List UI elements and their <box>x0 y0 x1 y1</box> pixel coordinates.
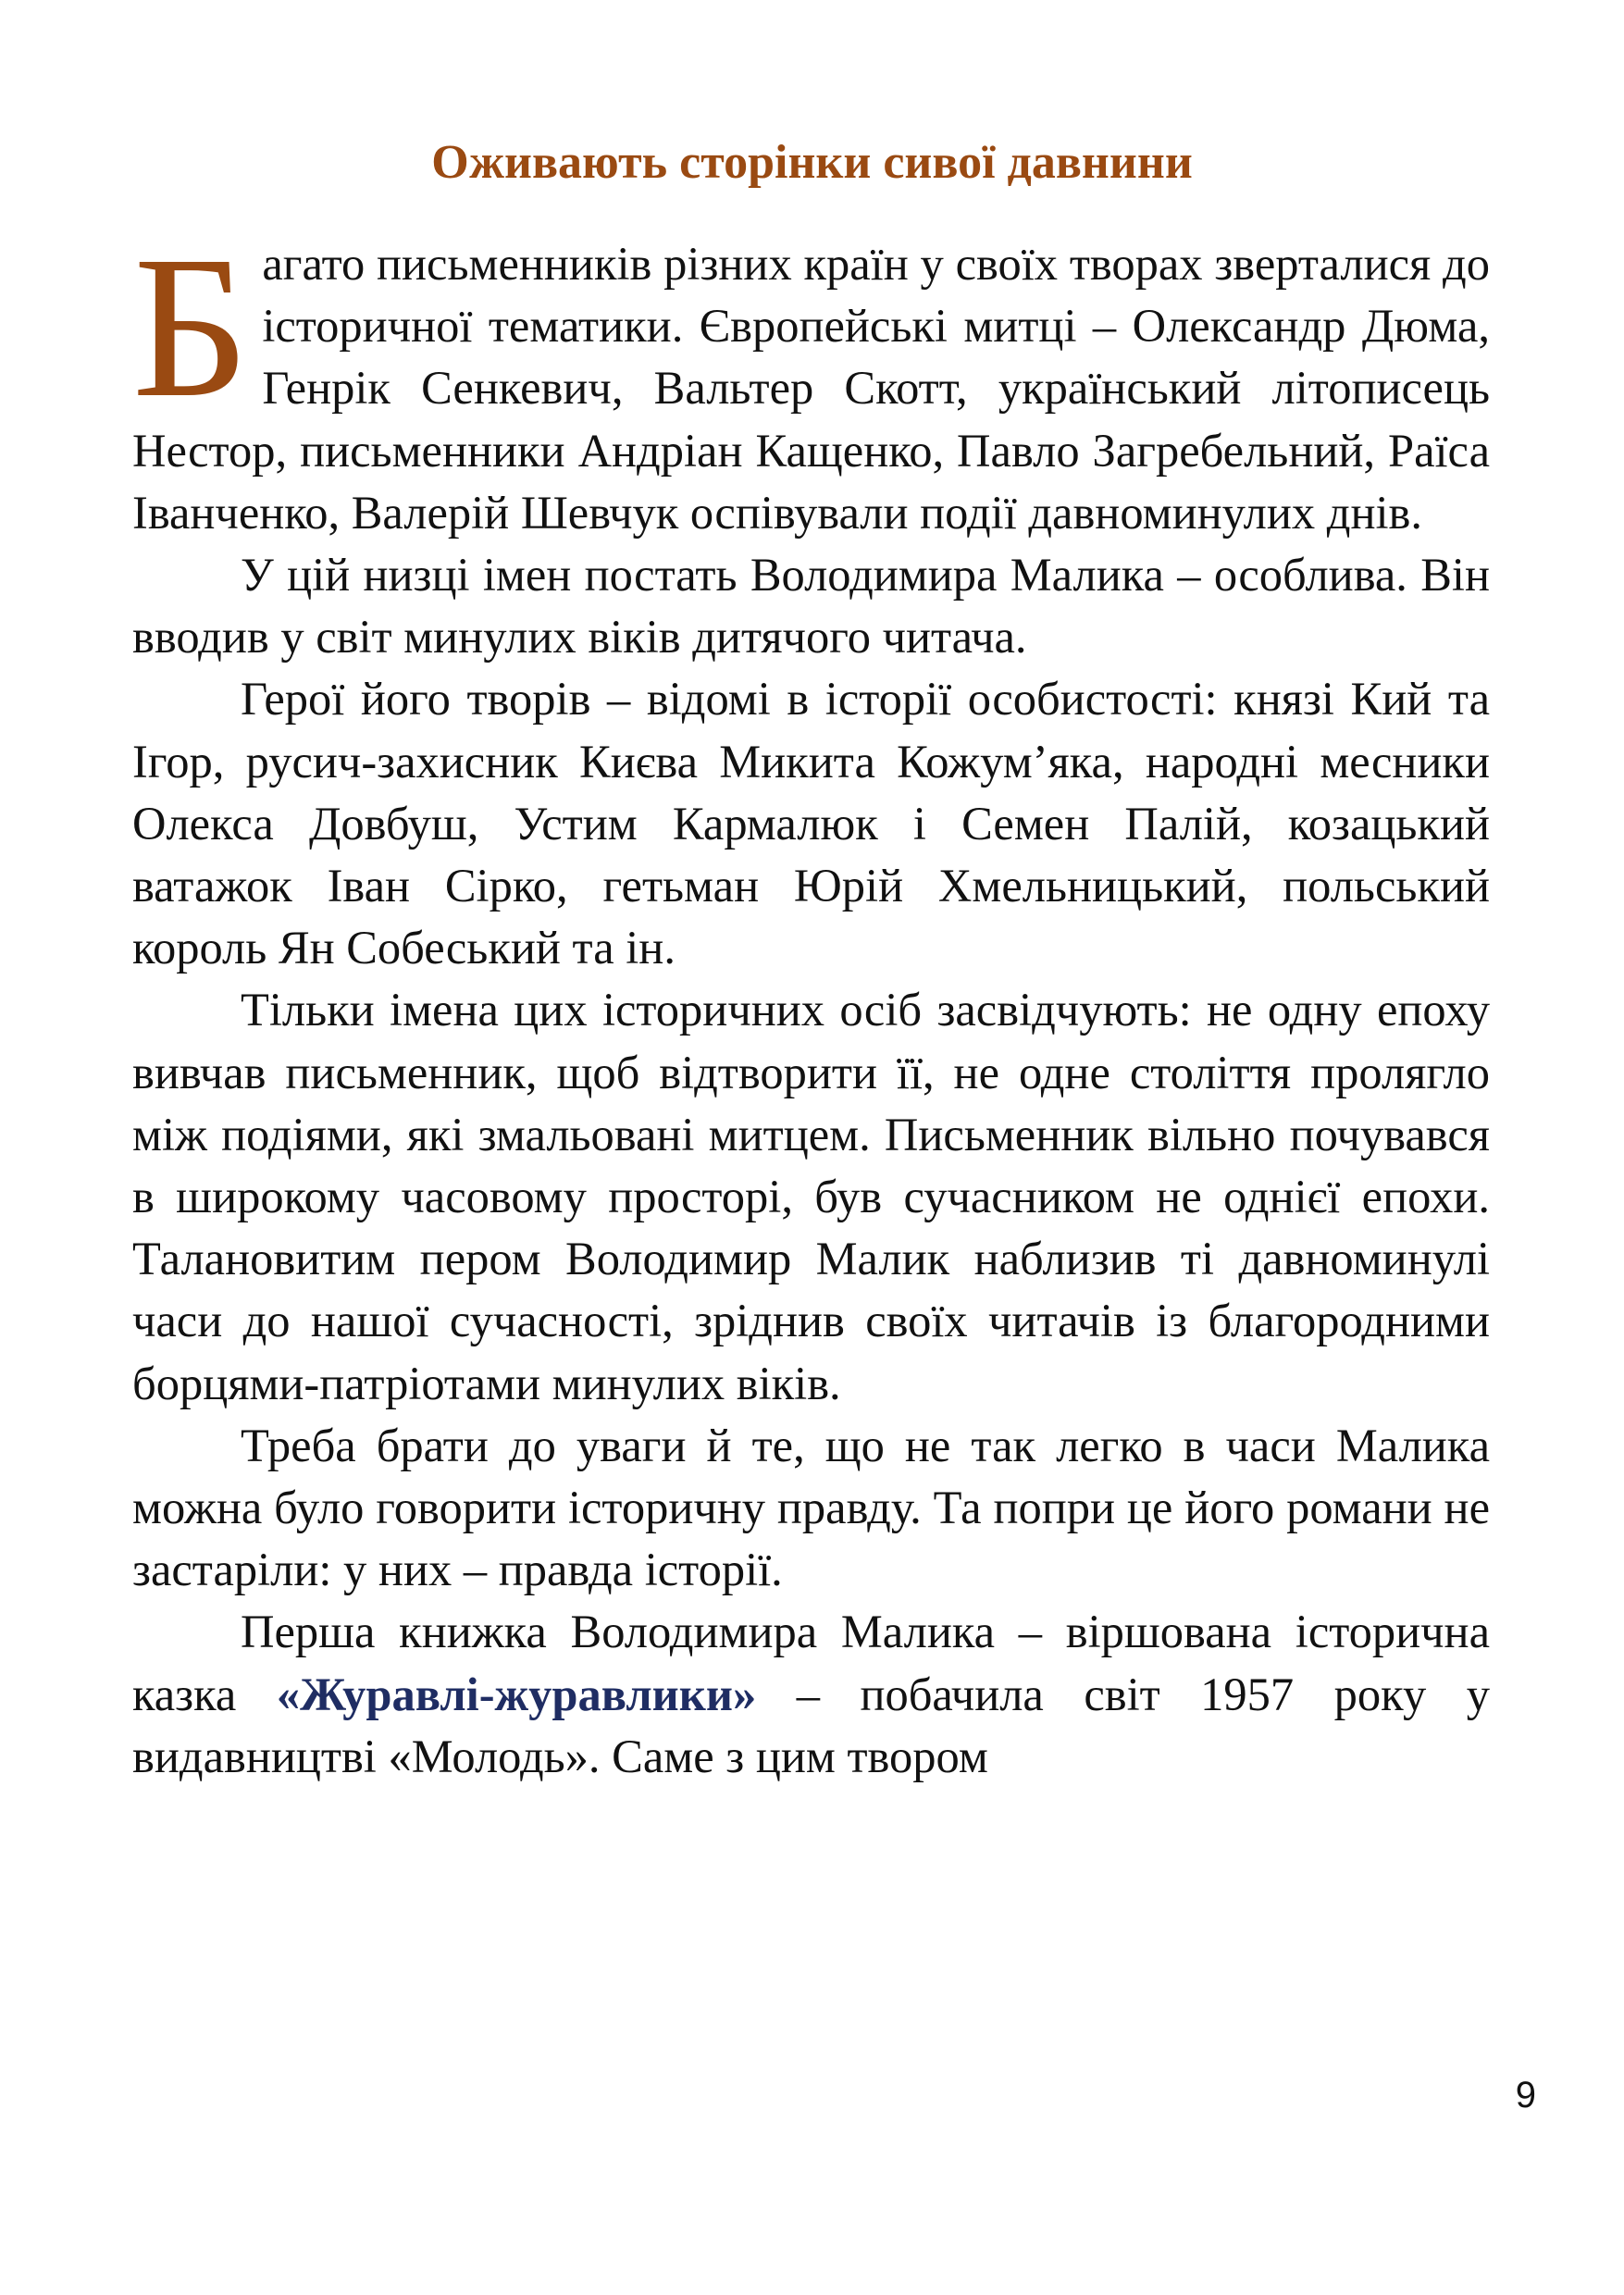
paragraph-4: Тільки імена цих історичних осіб засвідчують: не одну епоху вивчав письменник, щоб відтворити її, не одне століття пролягло між подіями, які змальовані митцем. Письменник вільно почувався в широкому часовому просторі, був сучасником не однієї епохи. Талановитим пером Володимир Малик наблизив ті давноминулі часи до нашої сучасності, зріднив своїх читачів із благородними борцями-патріотами минулих віків. <box>132 984 1490 1409</box>
paragraph-1-text: агато письменників різних країн у своїх творах зверталися до історичної тематики. Європейські митці – Олександр Дюма, Генрік Сенкевич, Вальтер Скотт, український літописець Нестор, письменники Андріан Кащенко, Павло Загребельний, Раїса Іванченко, Валерій Шевчук оспівували події давноминулих днів. <box>132 238 1490 539</box>
paragraph-6-text-start: Перша книжка Володимира Малика – віршована історична казка <box>132 1606 1490 1720</box>
page-title: Оживають сторінки сивої давнини <box>431 136 1193 189</box>
paragraph-1 <box>132 214 1490 544</box>
paragraph-6-text-end: – побачила світ 1957 року у видавництві «Молодь». Саме з цим твором <box>132 1668 1490 1782</box>
page-number: 9 <box>1515 2075 1536 2115</box>
drop-cap-letter: Б <box>132 214 250 440</box>
article-body <box>132 214 1490 1788</box>
paragraph-5: Треба брати до уваги й те, що не так легко в часи Малика можна було говорити історичну правду. Та попри це його романи не застаріли: у них – правда історії. <box>132 1419 1490 1596</box>
book-title: «Журавлі-журавлики» <box>276 1668 757 1720</box>
paragraph-6 <box>132 1601 1490 1788</box>
paragraph-2: У цій низці імен постать Володимира Малика – особлива. Він вводив у світ минулих віків дитячого читача. <box>132 549 1490 664</box>
paragraph-3: Герої його творів – відомі в історії особистості: князі Кий та Ігор, русич-захисник Києва Микита Кожум’яка, народні месники Олекса Довбуш, Устим Кармалюк і Семен Палій, козацький ватажок Іван Сірко, гетьман Юрій Хмельницький, польський король Ян Собеський та ін. <box>132 673 1490 974</box>
